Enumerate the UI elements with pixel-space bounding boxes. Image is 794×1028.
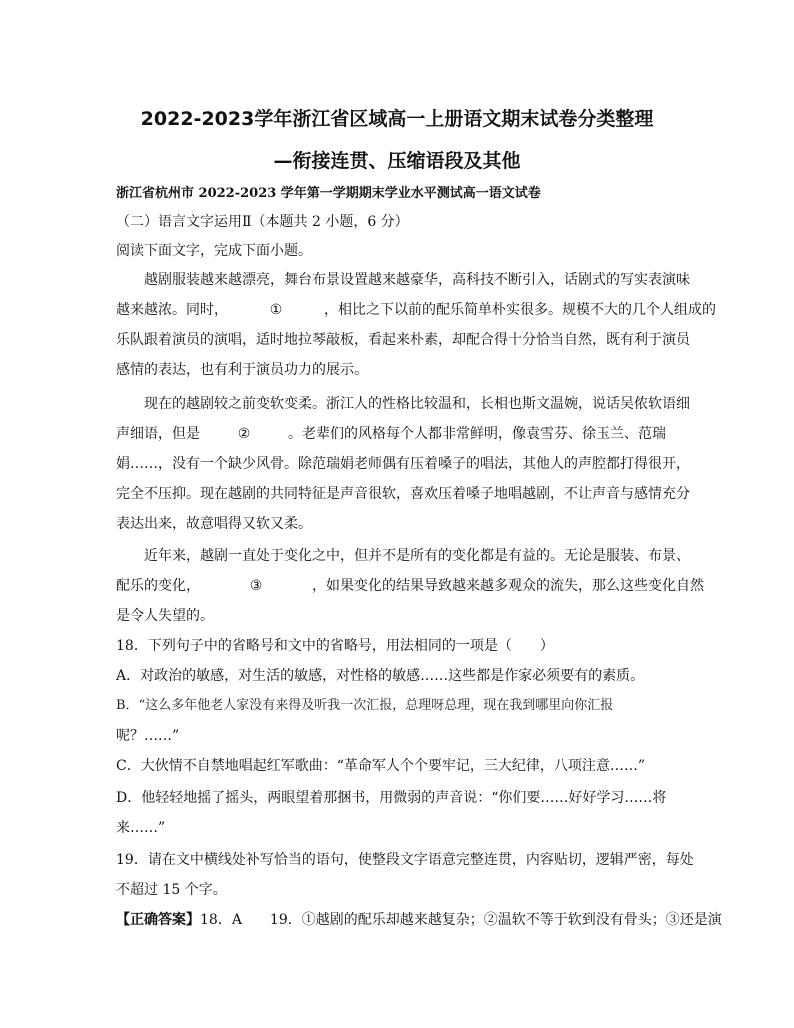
passage-p2-line5: 表达出来，故意唱得又软又柔。 — [116, 516, 312, 532]
passage-p2-line1: 现在的越剧较之前变软变柔。浙江人的性格比较温和，长相也斯文温婉，说话吴侬软语细 — [144, 396, 690, 412]
q19-stem: 19．请在文中横线处补写恰当的语句，使整段文字语意完整连贯，内容贴切，逻辑严密，每处 — [116, 852, 694, 868]
q19-stem-cont: 不超过 15 个字。 — [116, 882, 227, 898]
passage-text: 越来越浓。同时， — [116, 302, 228, 318]
blank-1: ① — [269, 302, 283, 318]
passage-p2-line2 — [116, 424, 666, 444]
q18-option-c: C．大伙情不自禁地唱起红军歌曲：“革命军人个个要牢记，三大纪律，八项注意……” — [116, 758, 646, 774]
passage-text: 配乐的变化， — [116, 578, 200, 594]
reading-instruction: 阅读下面文字，完成下面小题。 — [116, 243, 312, 259]
passage-p1-line3: 乐队跟着演员的演唱，适时地拉琴敲板，看起来朴素，却配合得十分恰当自然，既有利于演员 — [116, 332, 690, 348]
answer-line — [116, 910, 722, 930]
blank-3: ③ — [249, 578, 263, 594]
passage-p3-line2 — [116, 576, 704, 596]
passage-p1-line4: 感情的表达，也有利于演员功力的展示。 — [116, 362, 368, 378]
document-title: 2022-2023学年浙江省区域高一上册语文期末试卷分类整理 — [140, 108, 654, 130]
answer-text: 18．A 19．①越剧的配乐却越来越复杂；②温软不等于软到没有骨头；③还是演 — [200, 912, 722, 928]
passage-p3-line3: 是令人失望的。 — [116, 608, 214, 624]
passage-p1-line1: 越剧服装越来越漂亮，舞台布景设置越来越豪华，高科技不断引入，话剧式的写实表演味 — [144, 272, 690, 288]
passage-p2-line3: 娟……，没有一个缺少风骨。除范瑞娟老师偶有压着嗓子的唱法，其他人的声腔都打得很开， — [116, 456, 690, 472]
passage-text: 声细语，但是 — [116, 426, 200, 442]
blank-2: ② — [237, 426, 251, 442]
passage-text: ，如果变化的结果导致越来越多观众的流失，那么这些变化自然 — [312, 578, 704, 594]
section-heading: （二）语言文字运用Ⅱ（本题共 2 小题，6 分） — [116, 214, 409, 230]
q18-stem: 18．下列句子中的省略号和文中的省略号，用法相同的一项是（ ） — [116, 638, 554, 654]
q18-option-b: B．“这么多年他老人家没有来得及听我一次汇报，总理呀总理，现在我到哪里向你汇报 — [116, 698, 614, 713]
answer-label: 【正确答案】 — [116, 912, 200, 928]
passage-text: 。老辈们的风格每个人都非常鲜明，像袁雪芬、徐玉兰、范瑞 — [288, 426, 666, 442]
passage-p1-line2 — [116, 300, 716, 320]
exam-source: 浙江省杭州市 2022-2023 学年第一学期期末学业水平测试高一语文试卷 — [116, 186, 541, 201]
q18-option-d-cont: 来……” — [116, 820, 166, 836]
passage-p2-line4: 完全不压抑。现在越剧的共同特征是声音很软，喜欢压着嗓子地唱越剧，不让声音与感情充分 — [116, 486, 690, 502]
q18-option-d: D．他轻轻地摇了摇头，两眼望着那捆书，用微弱的声音说：“你们要……好好学习……将 — [116, 790, 667, 806]
q18-option-a: A．对政治的敏感，对生活的敏感，对性格的敏感……这些都是作家必须要有的素质。 — [116, 668, 645, 684]
passage-p3-line1: 近年来，越剧一直处于变化之中，但并不是所有的变化都是有益的。无论是服装、布景、 — [144, 548, 690, 564]
passage-text: ，相比之下以前的配乐简单朴实很多。规模不大的几个人组成的 — [324, 302, 716, 318]
q18-option-b-cont: 呢？……” — [116, 728, 180, 744]
document-subtitle: —衔接连贯、压缩语段及其他 — [273, 150, 521, 172]
